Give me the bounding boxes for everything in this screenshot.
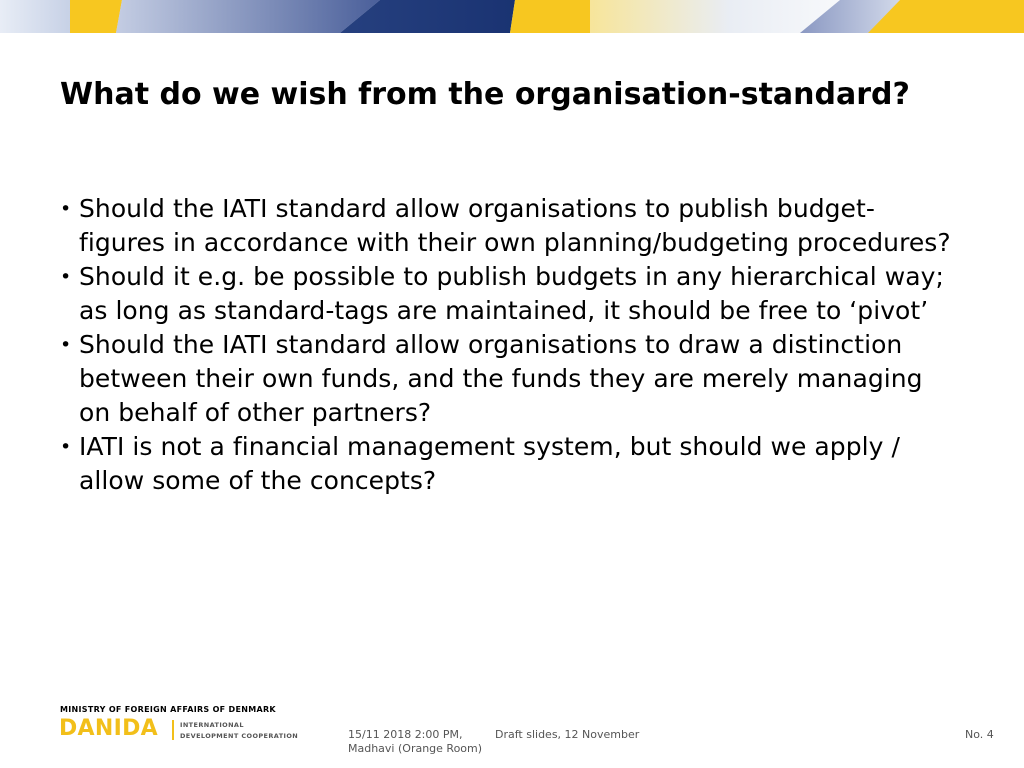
bullet-dot-icon: • — [60, 436, 72, 458]
banner-left-band — [0, 0, 70, 33]
bullet-dot-icon: • — [60, 266, 72, 288]
bullet-text-4: IATI is not a financial management system, but should we apply / allow some of the concepts? — [79, 432, 900, 495]
ministry-name: MINISTRY OF FOREIGN AFFAIRS OF DENMARK — [60, 705, 276, 714]
banner-blue-band — [116, 0, 380, 33]
bullet-text-2: Should it e.g. be possible to publish budgets in any hierarchical way; as long as standard-tags are maintained, it should be free to ‘pivot’ — [79, 262, 944, 325]
footer-room: Madhavi (Orange Room) — [348, 742, 483, 755]
bullet-item-4 — [60, 430, 960, 498]
logo-divider — [172, 720, 174, 740]
danida-logo: DANIDA — [59, 716, 158, 741]
footer-draft-note: Draft slides, 12 November — [495, 728, 640, 741]
footer-date: 15/11 2018 2:00 PM, — [348, 728, 463, 741]
bullet-item-1 — [60, 192, 960, 260]
bullet-text-1: Should the IATI standard allow organisations to publish budget-figures in accordance with their own planning/budgeting procedures? — [79, 194, 951, 257]
slide-number: No. 4 — [965, 728, 994, 741]
bullet-dot-icon: • — [60, 334, 72, 356]
bullet-list — [60, 192, 960, 498]
logo-subtitle-line-2: DEVELOPMENT COOPERATION — [180, 732, 299, 740]
bullet-item-2 — [60, 260, 960, 328]
slide-title: What do we wish from the organisation-standard? — [60, 77, 910, 112]
logo-subtitle — [180, 720, 298, 742]
bullet-item-3 — [60, 328, 960, 430]
top-banner-graphic — [0, 0, 1024, 33]
banner-yellow-center — [510, 0, 590, 33]
bullet-text-3: Should the IATI standard allow organisations to draw a distinction between their own funds, and the funds they are merely managing on behalf of other partners? — [79, 330, 923, 427]
bullet-dot-icon: • — [60, 198, 72, 220]
logo-subtitle-line-1: INTERNATIONAL — [180, 721, 244, 729]
banner-yellow-left — [70, 0, 122, 33]
